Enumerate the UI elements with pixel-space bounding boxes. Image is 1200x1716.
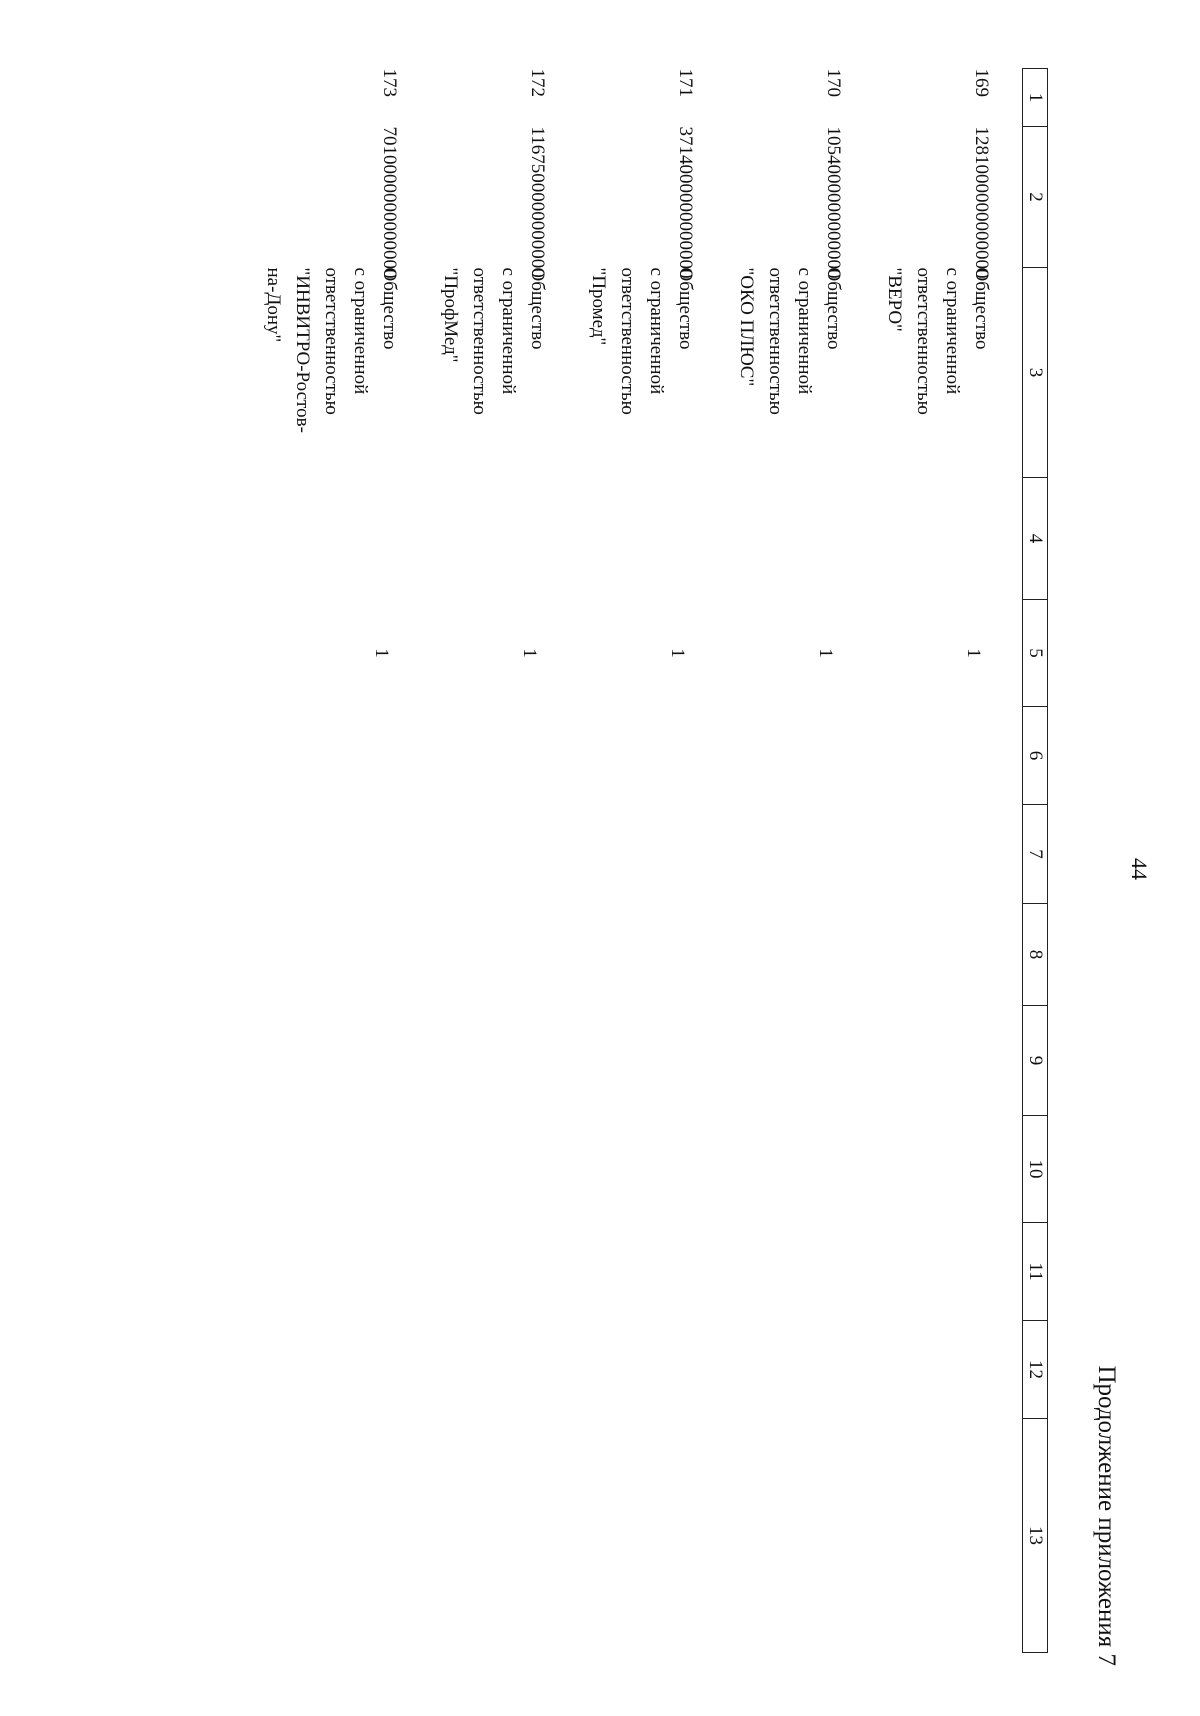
- org-name-line: на-Дону": [263, 267, 284, 343]
- cell-col-10: [430, 1116, 578, 1223]
- column-header: 11: [1023, 1223, 1048, 1321]
- cell-col-12: [726, 1321, 874, 1419]
- cell-col-12: [874, 1321, 1023, 1419]
- cell-col-7: [430, 805, 578, 904]
- table-row: [578, 69, 726, 1653]
- cell-col-9: [874, 1006, 1023, 1116]
- column-header: 6: [1023, 707, 1048, 805]
- column-header: 12: [1023, 1321, 1048, 1419]
- cell-col-12: [430, 1321, 578, 1419]
- org-name-line: ответственностью: [469, 267, 490, 415]
- cell-col-8: [430, 904, 578, 1006]
- org-name-line: с ограниченной: [350, 267, 371, 395]
- cell-col-4: [258, 478, 430, 600]
- org-name-line: Общество: [675, 267, 696, 350]
- cell-col-13: [874, 1419, 1023, 1653]
- cell-col-5: 1: [963, 648, 984, 658]
- row-number: 169: [971, 68, 992, 97]
- page-number: 44: [1127, 858, 1152, 880]
- org-name: [874, 268, 1023, 478]
- column-header: 4: [1023, 478, 1048, 600]
- cell-col-12: [578, 1321, 726, 1419]
- org-name-line: "ВЕРО": [884, 267, 905, 332]
- org-name: [726, 268, 874, 478]
- cell-col-5: 1: [371, 648, 392, 658]
- cell-col-4: [430, 478, 578, 600]
- org-name: [258, 268, 430, 478]
- cell-col-6: [258, 707, 430, 805]
- column-header: 5: [1023, 600, 1048, 707]
- column-header: 2: [1023, 127, 1048, 268]
- cell-col-4: [874, 478, 1023, 600]
- org-name: [578, 268, 726, 478]
- cell-col-6: [430, 707, 578, 805]
- cell-col-7: [726, 805, 874, 904]
- appendix-table: [258, 68, 1048, 1653]
- cell-col-5: 1: [667, 648, 688, 658]
- org-name: [430, 268, 578, 478]
- org-name-line: Общество: [527, 267, 548, 350]
- org-name-line: "ПрофМед": [440, 267, 461, 363]
- cell-col-8: [258, 904, 430, 1006]
- org-name-line: с ограниченной: [646, 267, 667, 395]
- column-header: 7: [1023, 805, 1048, 904]
- cell-col-13: [258, 1419, 430, 1653]
- cell-col-7: [874, 805, 1023, 904]
- cell-col-9: [258, 1006, 430, 1116]
- cell-col-4: [578, 478, 726, 600]
- row-number: 171: [675, 68, 696, 97]
- cell-col-8: [578, 904, 726, 1006]
- cell-col-11: [430, 1223, 578, 1321]
- cell-col-9: [430, 1006, 578, 1116]
- cell-col-11: [258, 1223, 430, 1321]
- column-header: 3: [1023, 268, 1048, 478]
- org-name-line: с ограниченной: [942, 267, 963, 395]
- cell-col-13: [726, 1419, 874, 1653]
- cell-col-13: [578, 1419, 726, 1653]
- cell-col-10: [578, 1116, 726, 1223]
- cell-col-10: [258, 1116, 430, 1223]
- cell-col-11: [578, 1223, 726, 1321]
- appendix-continuation-title: Продолжение приложения 7: [1093, 1365, 1120, 1666]
- cell-col-5: 1: [815, 648, 836, 658]
- cell-col-11: [874, 1223, 1023, 1321]
- table-row: [430, 69, 578, 1653]
- cell-col-4: [726, 478, 874, 600]
- column-header: 10: [1023, 1116, 1048, 1223]
- cell-col-10: [726, 1116, 874, 1223]
- org-code: 7010000000000000: [379, 126, 400, 279]
- table-row: [258, 69, 430, 1653]
- org-name-line: ответственностью: [765, 267, 786, 415]
- table-row: [874, 69, 1023, 1653]
- org-code: 1054000000000000: [823, 126, 844, 279]
- org-name-line: с ограниченной: [498, 267, 519, 395]
- cell-col-13: [430, 1419, 578, 1653]
- table-row: [726, 69, 874, 1653]
- cell-col-6: [726, 707, 874, 805]
- column-header: 9: [1023, 1006, 1048, 1116]
- column-header: 8: [1023, 904, 1048, 1006]
- org-name-line: "ИНВИТРО-Ростов-: [292, 267, 313, 433]
- org-name-line: "ОКО ПЛЮС": [736, 267, 757, 387]
- cell-col-9: [578, 1006, 726, 1116]
- org-name-line: Общество: [379, 267, 400, 350]
- org-name-line: с ограниченной: [794, 267, 815, 395]
- cell-col-8: [726, 904, 874, 1006]
- cell-col-7: [578, 805, 726, 904]
- org-name-line: "Промед": [588, 267, 609, 346]
- org-code: 3714000000000000: [675, 126, 696, 279]
- cell-col-8: [874, 904, 1023, 1006]
- column-header: 1: [1023, 69, 1048, 127]
- column-header: 13: [1023, 1419, 1048, 1653]
- org-name-line: Общество: [823, 267, 844, 350]
- cell-col-11: [726, 1223, 874, 1321]
- cell-col-6: [578, 707, 726, 805]
- org-name-line: ответственностью: [617, 267, 638, 415]
- org-name-line: Общество: [971, 267, 992, 350]
- row-number: 170: [823, 68, 844, 97]
- org-name-line: ответственностью: [913, 267, 934, 415]
- cell-col-10: [874, 1116, 1023, 1223]
- row-number: 172: [527, 68, 548, 97]
- column-number-row: [1023, 69, 1048, 1653]
- org-code: 1281000000000000: [971, 126, 992, 279]
- cell-col-12: [258, 1321, 430, 1419]
- cell-col-7: [258, 805, 430, 904]
- cell-col-5: 1: [519, 648, 540, 658]
- cell-col-6: [874, 707, 1023, 805]
- row-number: 173: [379, 68, 400, 97]
- org-code: 1167500000000000: [527, 126, 548, 278]
- org-name-line: ответственностью: [321, 267, 342, 415]
- cell-col-9: [726, 1006, 874, 1116]
